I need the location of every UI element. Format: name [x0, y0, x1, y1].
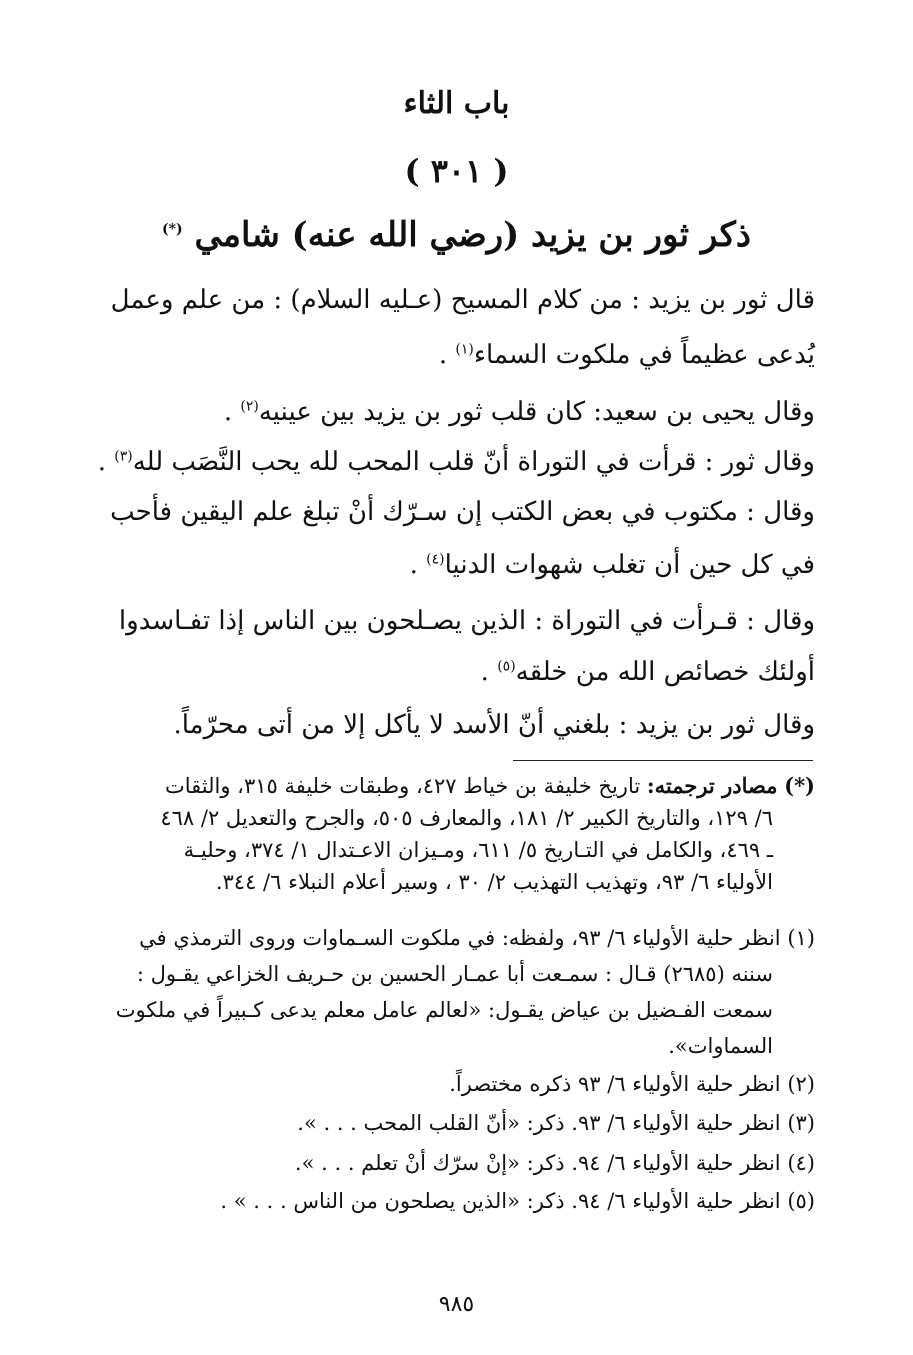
- page-number: ٩٨٥: [438, 1292, 475, 1317]
- paragraph-2-text: وقال يحيى بن سعيد: كان قلب ثور بن يزيد بين عينيه: [258, 397, 815, 427]
- footnote-2-text: انظر حلية الأولياء ٦/ ٩٣ ذكره مختصراً.: [449, 1072, 781, 1096]
- paragraph-1-text: يُدعى عظيماً في ملكوت السماء: [473, 340, 815, 370]
- sources-note-line-4: الأولياء ٦/ ٩٣، وتهذيب التهذيب ٢/ ٣٠ ، وسير أعلام النبلاء ٦/ ٣٤٤.: [215, 870, 773, 894]
- footnote-3: [297, 1107, 815, 1139]
- sources-marker: (*): [784, 773, 815, 798]
- paragraph-4-end: .: [409, 550, 427, 580]
- footnote-ref-2: (٢): [240, 398, 259, 415]
- footnote-3-text: انظر حلية الأولياء ٦/ ٩٣. ذكر: «أنّ القلب المحب . . . ».: [297, 1111, 781, 1135]
- paragraph-2-end: .: [223, 397, 241, 427]
- sources-note-line-2: ٦/ ١٢٩، والتاريخ الكبير ٢/ ١٨١، والمعارف ٥٠٥، والجرح والتعديل ٢/ ٤٦٨: [160, 806, 773, 830]
- sources-text-1: تاريخ خليفة بن خياط ٤٢٧، وطبقات خليفة ٣١٥، والثقات: [164, 774, 641, 798]
- paragraph-1-end: .: [438, 340, 456, 370]
- sources-note-line-1: [165, 770, 815, 802]
- footnote-1-number: (١): [787, 926, 815, 950]
- paragraph-1-line-2: [439, 338, 815, 372]
- footnote-5-text: انظر حلية الأولياء ٦/ ٩٤. ذكر: «الذين يصلحون من الناس . . . » .: [220, 1189, 781, 1213]
- footnote-4-number: (٤): [787, 1151, 815, 1175]
- paragraph-5-line-1: وقال : قـرأت في التوراة : الذين يصـلحون بين الناس إذا تفـاسدوا: [118, 606, 815, 636]
- sources-label: مصادر ترجمته:: [646, 773, 778, 798]
- paragraph-4-text: في كل حين أن تغلب شهوات الدنيا: [444, 550, 815, 580]
- footnote-1-line-2: سننه (٢٦٨٥) قـال : سمـعت أبا عمـار الحسين بن حـريف الخزاعي يقـول :: [136, 962, 773, 986]
- footnote-separator: [513, 760, 813, 761]
- sources-note-line-3: ـ ٤٦٩، والكامل في التـاريخ ٥/ ٦١١، ومـيزان الاعـتدال ١/ ٣٧٤، وحليـة: [183, 838, 773, 862]
- footnote-ref-1: (١): [455, 341, 474, 358]
- entry-title: [0, 215, 913, 255]
- entry-number: ( ٣٠١ ): [404, 152, 509, 190]
- chapter-heading: باب الثاء: [403, 86, 510, 121]
- footnote-4-text: انظر حلية الأولياء ٦/ ٩٤. ذكر: «إنْ سرّك أنْ تعلم . . . ».: [294, 1151, 781, 1175]
- footnote-5: [220, 1185, 815, 1217]
- footnote-5-number: (٥): [787, 1189, 815, 1213]
- footnote-2: [449, 1068, 815, 1100]
- paragraph-5-line-2: [481, 655, 815, 689]
- paragraph-3-text: وقال ثور : قرأت في التوراة أنّ قلب المحب لله يحب النَّصَب لله: [132, 447, 815, 477]
- footnote-1-line-4: السماوات».: [668, 1034, 773, 1058]
- entry-title-marker: (*): [162, 221, 183, 238]
- footnote-3-number: (٣): [787, 1111, 815, 1135]
- paragraph-5-text: أولئك خصائص الله من خلقه: [515, 657, 815, 687]
- footnote-1-line-1: [139, 922, 815, 954]
- footnote-1-line-3: سمعت الفـضيل بن عياض يقـول: «لعالم عامل معلم يدعى كـبيراً في ملكوت: [115, 998, 773, 1022]
- entry-title-text: ذكر ثور بن يزيد (رضي الله عنه) شامي: [194, 215, 751, 255]
- paragraph-6: وقال ثور بن يزيد : بلغني أنّ الأسد لا يأكل إلا من أتى محرّماً.: [173, 710, 815, 740]
- paragraph-3-end: .: [97, 447, 115, 477]
- footnote-ref-4: (٤): [426, 551, 445, 568]
- paragraph-2: [224, 395, 815, 429]
- paragraph-3: [98, 445, 815, 479]
- footnote-4: [295, 1147, 815, 1179]
- paragraph-5-end: .: [480, 657, 498, 687]
- footnote-2-number: (٢): [787, 1072, 815, 1096]
- footnote-1-text-1: انظر حلية الأولياء ٦/ ٩٣، ولفظه: في ملكوت السـماوات وروى الترمذي في: [139, 926, 781, 950]
- footnote-ref-3: (٣): [114, 448, 133, 465]
- footnote-ref-5: (٥): [497, 658, 516, 675]
- paragraph-1-line-1: قال ثور بن يزيد : من كلام المسيح (عـليه السلام) : من علم وعمل: [110, 285, 815, 315]
- paragraph-4-line-2: [410, 548, 815, 582]
- paragraph-4-line-1: وقال : مكتوب في بعض الكتب إن سـرّك أنْ تبلغ علم اليقين فأحب: [110, 497, 815, 527]
